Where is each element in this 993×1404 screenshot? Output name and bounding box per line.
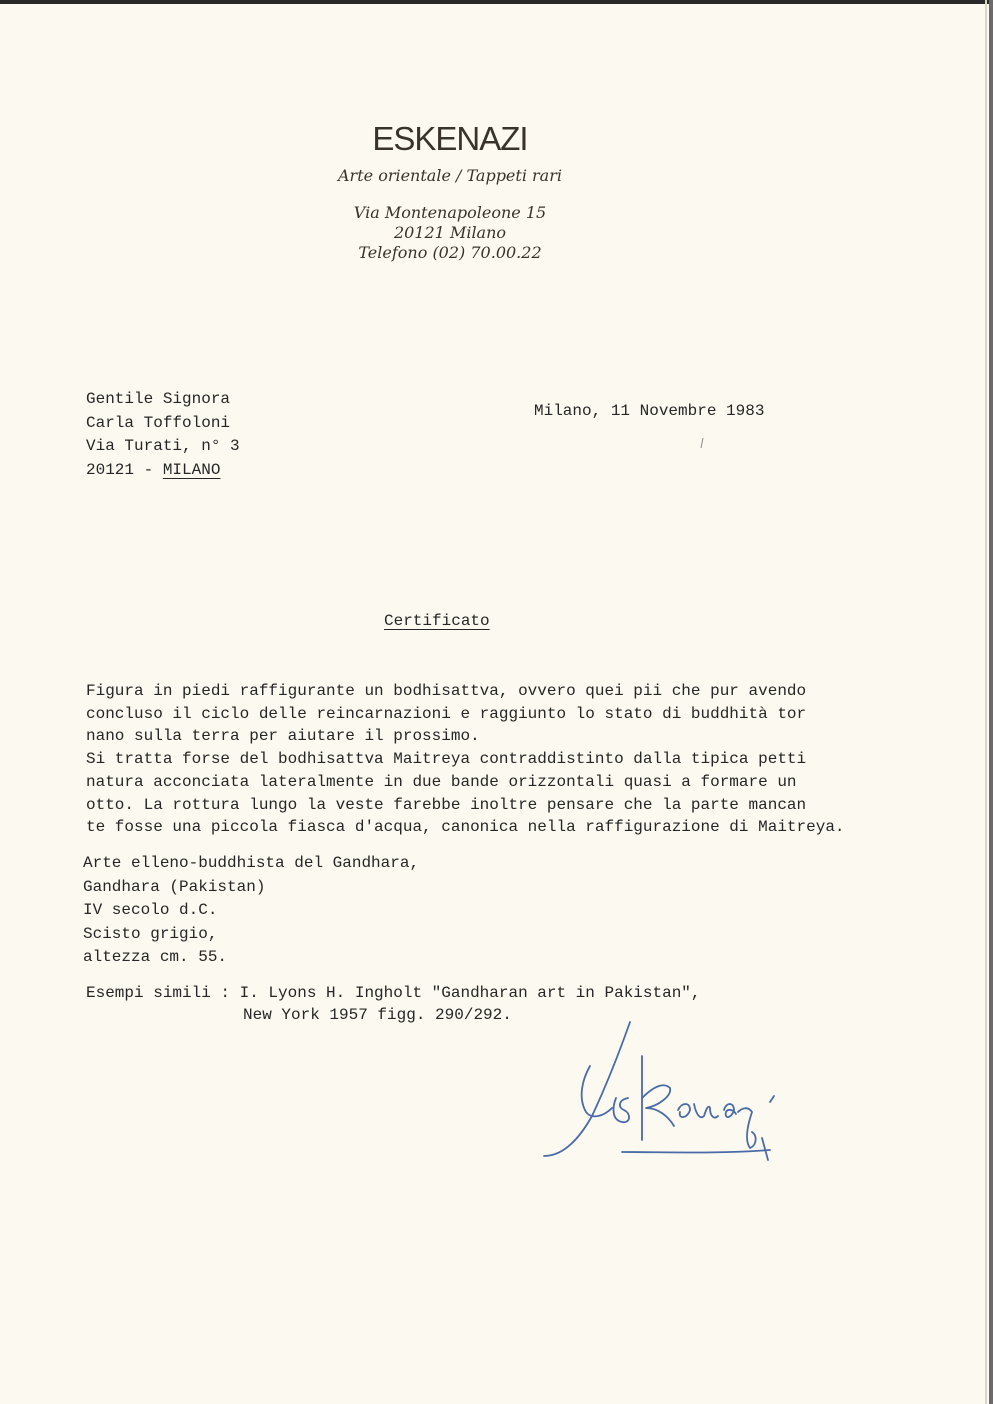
address-street: Via Montenapoleone 15 xyxy=(353,203,547,222)
recipient-street: Via Turati, n° 3 xyxy=(86,437,240,455)
body-line: natura acconciata lateralmente in due bande orizzontali quasi a formare un xyxy=(86,772,797,791)
recipient-block xyxy=(86,388,240,482)
body-line: concluso il ciclo delle reincarnazioni e raggiunto lo stato di buddhità tor xyxy=(86,704,807,723)
body-line: otto. La rottura lungo la veste farebbe inoltre pensare che la parte mancan xyxy=(86,795,807,814)
body-line: te fosse una piccola fiasca d'acqua, canonica nella raffigurazione di Maitreya. xyxy=(86,818,845,837)
page-top-edge xyxy=(0,0,993,4)
recipient-postcode: 20121 - xyxy=(86,460,163,479)
brand-tagline: Arte orientale / Tappeti rari xyxy=(338,166,562,185)
body-line: Si tratta forse del bodhisattva Maitreya contraddistinto dalla tipica petti xyxy=(86,750,807,769)
reference-line: New York 1957 figg. 290/292. xyxy=(243,1006,512,1024)
certificate-body xyxy=(86,680,845,839)
object-details xyxy=(83,852,419,970)
page-right-shadow xyxy=(985,0,987,1404)
recipient-city: MILANO xyxy=(162,460,221,479)
detail-material: Scisto grigio, xyxy=(83,924,218,943)
detail-origin: Gandhara (Pakistan) xyxy=(83,877,266,896)
detail-period: IV secolo d.C. xyxy=(83,901,218,920)
letterhead xyxy=(300,120,600,263)
body-line: Figura in piedi raffigurante un bodhisattva, ovvero quei pii che pur avendo xyxy=(86,682,807,700)
recipient-name: Carla Toffoloni xyxy=(86,413,231,432)
address-phone: Telefono (02) 70.00.22 xyxy=(358,243,542,262)
page-right-edge xyxy=(989,0,993,1404)
handwritten-signature xyxy=(538,1016,798,1166)
address-city: 20121 Milano xyxy=(393,223,507,242)
detail-style: Arte elleno-buddhista del Gandhara, xyxy=(83,854,420,872)
body-line: nano sulla terra per aiutare il prossimo. xyxy=(86,727,480,746)
recipient-city-line xyxy=(86,459,240,483)
reference-line: Esempi simili : I. Lyons H. Ingholt "Gandharan art in Pakistan", xyxy=(86,984,701,1002)
certificate-title: Certificato xyxy=(384,612,490,630)
letter-date: Milano, 11 Novembre 1983 xyxy=(534,402,765,420)
letterhead-address xyxy=(300,203,600,263)
brand-name: ESKENAZI xyxy=(372,120,528,157)
recipient-salutation: Gentile Signora xyxy=(86,390,231,408)
tick-mark xyxy=(700,438,704,448)
detail-height: altezza cm. 55. xyxy=(83,948,228,967)
